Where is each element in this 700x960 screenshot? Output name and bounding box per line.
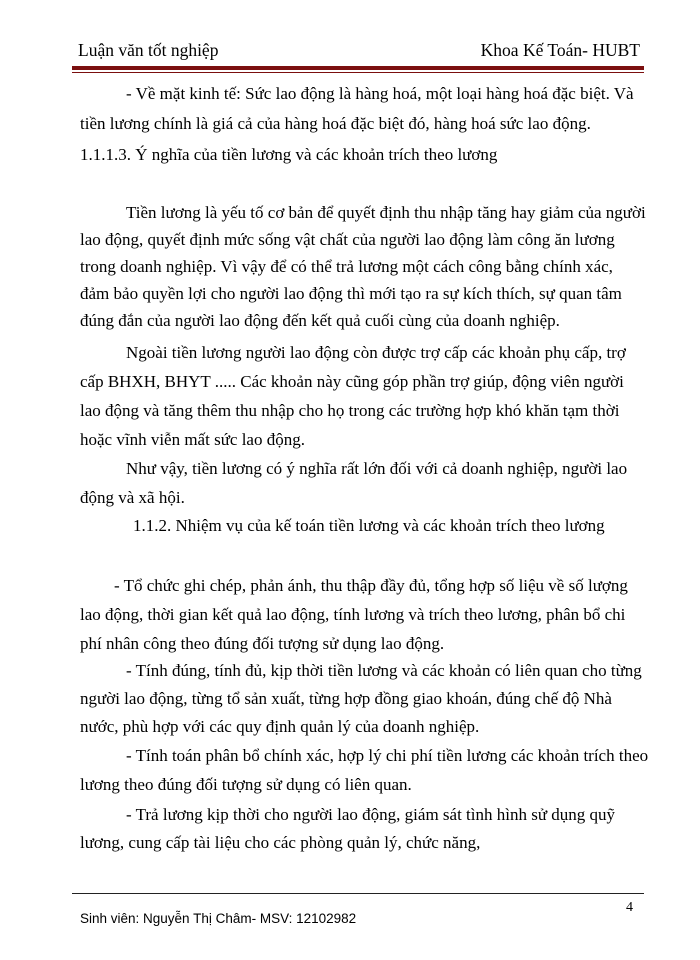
body-line: đúng đắn của người lao động đến kết quả cuối cùng của doanh nghiệp. <box>80 311 560 330</box>
page-header <box>78 40 640 64</box>
body-line: - Tính toán phân bổ chính xác, hợp lý chi phí tiền lương các khoản trích theo <box>126 746 649 765</box>
body-line: lao động và tăng thêm thu nhập cho họ trong các trường hợp khó khăn tạm thời <box>80 401 620 420</box>
header-faculty: Khoa Kế Toán- HUBT <box>480 40 640 60</box>
body-line: lương, cung cấp tài liệu cho các phòng quản lý, chức năng, <box>80 833 481 852</box>
body-line: lương theo đúng đối tượng sử dụng có liên quan. <box>80 775 412 794</box>
body-line: Tiền lương là yếu tố cơ bản để quyết định thu nhập tăng hay giảm của người <box>126 203 646 222</box>
body-line: tiền lương chính là giá cả của hàng hoá đặc biệt đó, hàng hoá sức lao động. <box>80 114 591 133</box>
body-line: - Về mặt kinh tế: Sức lao động là hàng hoá, một loại hàng hoá đặc biệt. Và <box>126 84 634 103</box>
page-number: 4 <box>626 900 633 915</box>
body-line: hoặc vĩnh viễn mất sức lao động. <box>80 430 305 449</box>
body-line: - Tổ chức ghi chép, phản ánh, thu thập đầy đủ, tổng hợp số liệu về số lượng <box>114 576 628 595</box>
body-line: trong doanh nghiệp. Vì vậy để có thể trả lương một cách công bằng chính xác, <box>80 257 613 276</box>
body-line: người lao động, từng tổ sản xuất, từng hợp đồng giao khoán, đúng chế độ Nhà <box>80 689 612 708</box>
header-thesis-title: Luận văn tốt nghiệp <box>78 40 219 60</box>
footer-rule <box>72 893 644 894</box>
header-rule-thick <box>72 66 644 70</box>
section-heading: 1.1.1.3. Ý nghĩa của tiền lương và các khoản trích theo lương <box>80 145 498 164</box>
footer-student-info: Sinh viên: Nguyễn Thị Châm- MSV: 12102982 <box>80 911 357 926</box>
body-line: - Trả lương kịp thời cho người lao động, giám sát tình hình sử dụng quỹ <box>126 805 616 824</box>
body-line: lao động, quyết định mức sống vật chất của người lao động làm công ăn lương <box>80 230 615 249</box>
body-line: động và xã hội. <box>80 488 185 507</box>
section-heading: 1.1.2. Nhiệm vụ của kế toán tiền lương và các khoản trích theo lương <box>133 516 605 535</box>
body-line: Ngoài tiền lương người lao động còn được trợ cấp các khoản phụ cấp, trợ <box>126 343 626 362</box>
body-line: cấp BHXH, BHYT ..... Các khoản này cũng góp phần trợ giúp, động viên người <box>80 372 624 391</box>
body-line: Như vậy, tiền lương có ý nghĩa rất lớn đối với cả doanh nghiệp, người lao <box>126 459 628 478</box>
body-line: lao động, thời gian kết quả lao động, tính lương và trích theo lương, phân bổ chi <box>80 605 626 624</box>
header-rule-thin <box>72 72 644 73</box>
body-line: đảm bảo quyền lợi cho người lao động thì mới tạo ra sự kích thích, sự quan tâm <box>80 284 622 303</box>
body-line: - Tính đúng, tính đủ, kịp thời tiền lương và các khoản có liên quan cho từng <box>126 661 642 680</box>
body-line: phí nhân công theo đúng đối tượng sử dụng lao động. <box>80 634 445 653</box>
body-line: nước, phù hợp với các quy định quản lý của doanh nghiệp. <box>80 717 480 736</box>
